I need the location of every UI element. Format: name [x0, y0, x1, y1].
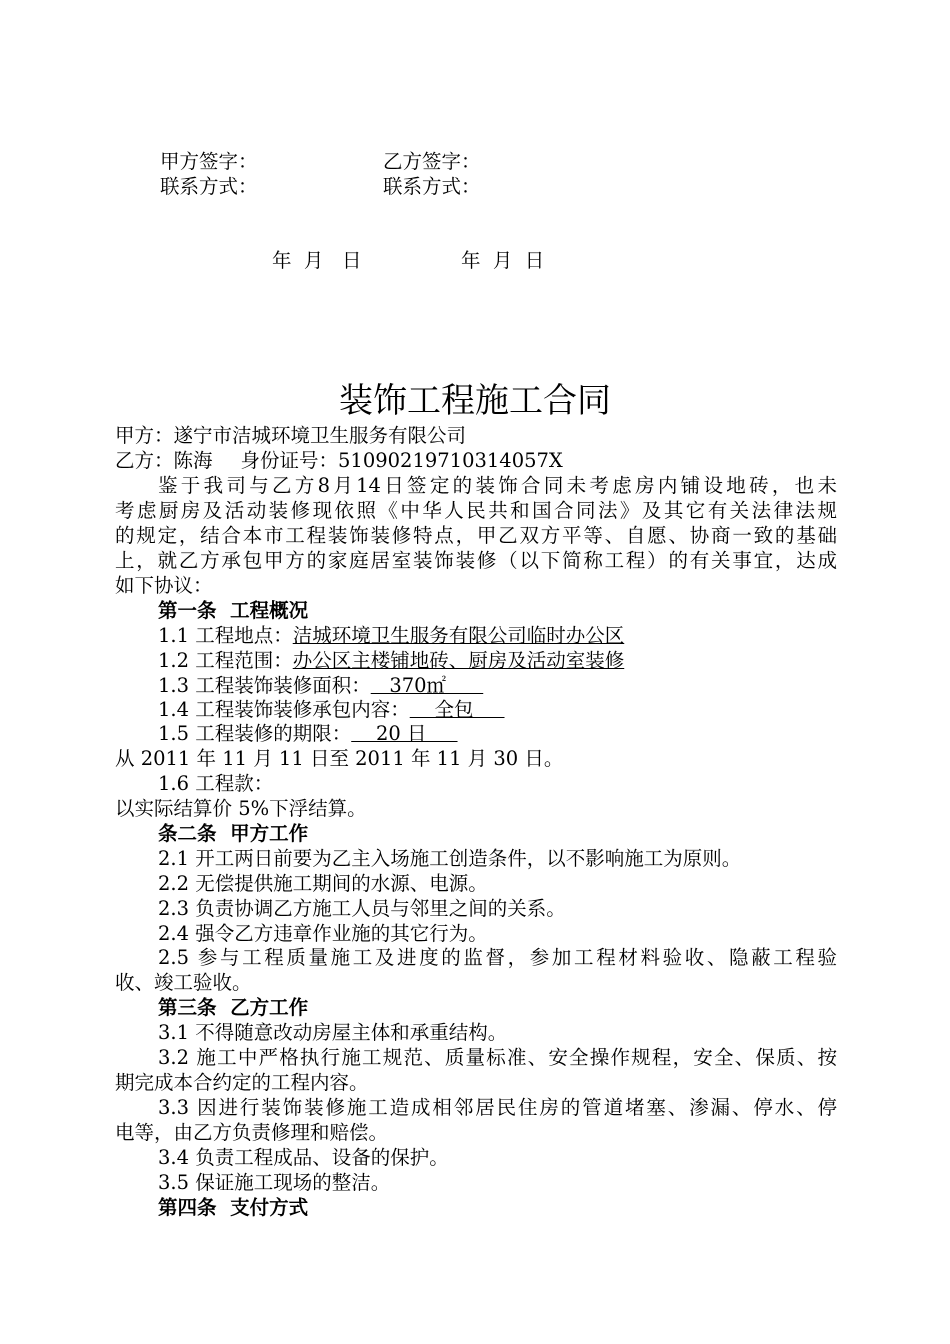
- item-1-1-value: 洁城环境卫生服务有限公司临时办公区: [292, 624, 625, 647]
- payment-line: 以实际结算价 5%下浮结算。: [115, 797, 367, 820]
- item-2-5-line-2: 收、竣工验收。: [115, 971, 252, 994]
- item-2-5-line-1: 2.5 参与工程质量施工及进度的监督，参加工程材料验收、隐蔽工程验: [158, 946, 837, 969]
- party-a-line: 甲方：遂宁市洁城环境卫生服务有限公司: [115, 424, 467, 447]
- party-b-contact-label: 联系方式：: [383, 175, 481, 198]
- document-title: 装饰工程施工合同: [339, 381, 611, 421]
- party-b-id: 身份证号：51090219710314057X: [240, 449, 563, 472]
- article-2-heading: 条二条 甲方工作: [158, 822, 309, 845]
- item-2-1: 2.1 开工两日前要为乙主入场施工创造条件，以不影响施工为原则。: [158, 847, 742, 870]
- item-3-1: 3.1 不得随意改动房屋主体和承重结构。: [158, 1021, 508, 1044]
- preamble-line-4: 上，就乙方承包甲方的家庭居室装饰装修（以下简称工程）的有关事宜，达成: [115, 549, 837, 572]
- party-b-signature-label: 乙方签字：: [383, 150, 481, 173]
- item-1-3: [158, 674, 483, 698]
- item-3-3-line-2: 电等，由乙方负责修理和赔偿。: [115, 1121, 389, 1144]
- item-3-2-line-1: 3.2 施工中严格执行施工规范、质量标准、安全操作规程，安全、保质、按: [158, 1046, 837, 1069]
- party-a-signature-label: 甲方签字：: [160, 150, 258, 173]
- preamble-line-1: 鉴于我司与乙方8月14日签定的装饰合同未考虑房内铺设地砖，也未: [158, 474, 837, 497]
- preamble-line-5: 如下协议：: [115, 574, 213, 597]
- item-1-4: [158, 698, 505, 722]
- item-1-5: [158, 722, 458, 746]
- item-1-5-label: 1.5 工程装修的期限：: [158, 722, 352, 745]
- date-right: 年 月 日: [461, 249, 545, 272]
- article-1-heading: 第一条 工程概况: [158, 599, 309, 622]
- item-1-3-label: 1.3 工程装饰装修面积：: [158, 674, 371, 697]
- date-left: 年 月 日: [272, 249, 362, 272]
- item-3-4: 3.4 负责工程成品、设备的保护。: [158, 1146, 449, 1169]
- article-4-heading: 第四条 支付方式: [158, 1196, 309, 1219]
- party-b-name: 乙方：陈海: [115, 449, 213, 472]
- item-1-6: 1.6 工程款：: [158, 772, 274, 795]
- item-3-3-line-1: 3.3 因进行装饰装修施工造成相邻居民住房的管道堵塞、渗漏、停水、停: [158, 1096, 837, 1119]
- item-2-4: 2.4 强令乙方违章作业施的其它行为。: [158, 922, 488, 945]
- item-3-2-line-2: 期完成本合约定的工程内容。: [115, 1071, 369, 1094]
- item-1-1-label: 1.1 工程地点：: [158, 624, 293, 647]
- item-2-3: 2.3 负责协调乙方施工人员与邻里之间的关系。: [158, 897, 566, 920]
- preamble-line-3: 的规定，结合本市工程装饰装修特点，甲乙双方平等、自愿、协商一致的基础: [115, 524, 837, 547]
- item-1-4-value: 全包: [409, 698, 505, 721]
- party-b-line: [115, 449, 563, 473]
- article-3-heading: 第三条 乙方工作: [158, 996, 309, 1019]
- party-a-contact-label: 联系方式：: [160, 175, 258, 198]
- period-line: 从 2011 年 11 月 11 日至 2011 年 11 月 30 日。: [115, 747, 564, 770]
- item-1-2-label: 1.2 工程范围：: [158, 649, 293, 672]
- item-2-2: 2.2 无偿提供施工期间的水源、电源。: [158, 872, 488, 895]
- preamble-line-2: 考虑厨房及活动装修现依照《中华人民共和国合同法》及其它有关法律法规: [115, 499, 837, 522]
- item-1-1: [158, 624, 624, 648]
- item-1-3-value: 370㎡: [370, 674, 484, 697]
- item-1-2-value: 办公区主楼铺地砖、厨房及活动室装修: [292, 649, 625, 672]
- item-1-5-value: 20 日: [351, 722, 458, 745]
- item-1-2: [158, 649, 624, 673]
- item-1-4-label: 1.4 工程装饰装修承包内容：: [158, 698, 410, 721]
- item-3-5: 3.5 保证施工现场的整洁。: [158, 1171, 391, 1194]
